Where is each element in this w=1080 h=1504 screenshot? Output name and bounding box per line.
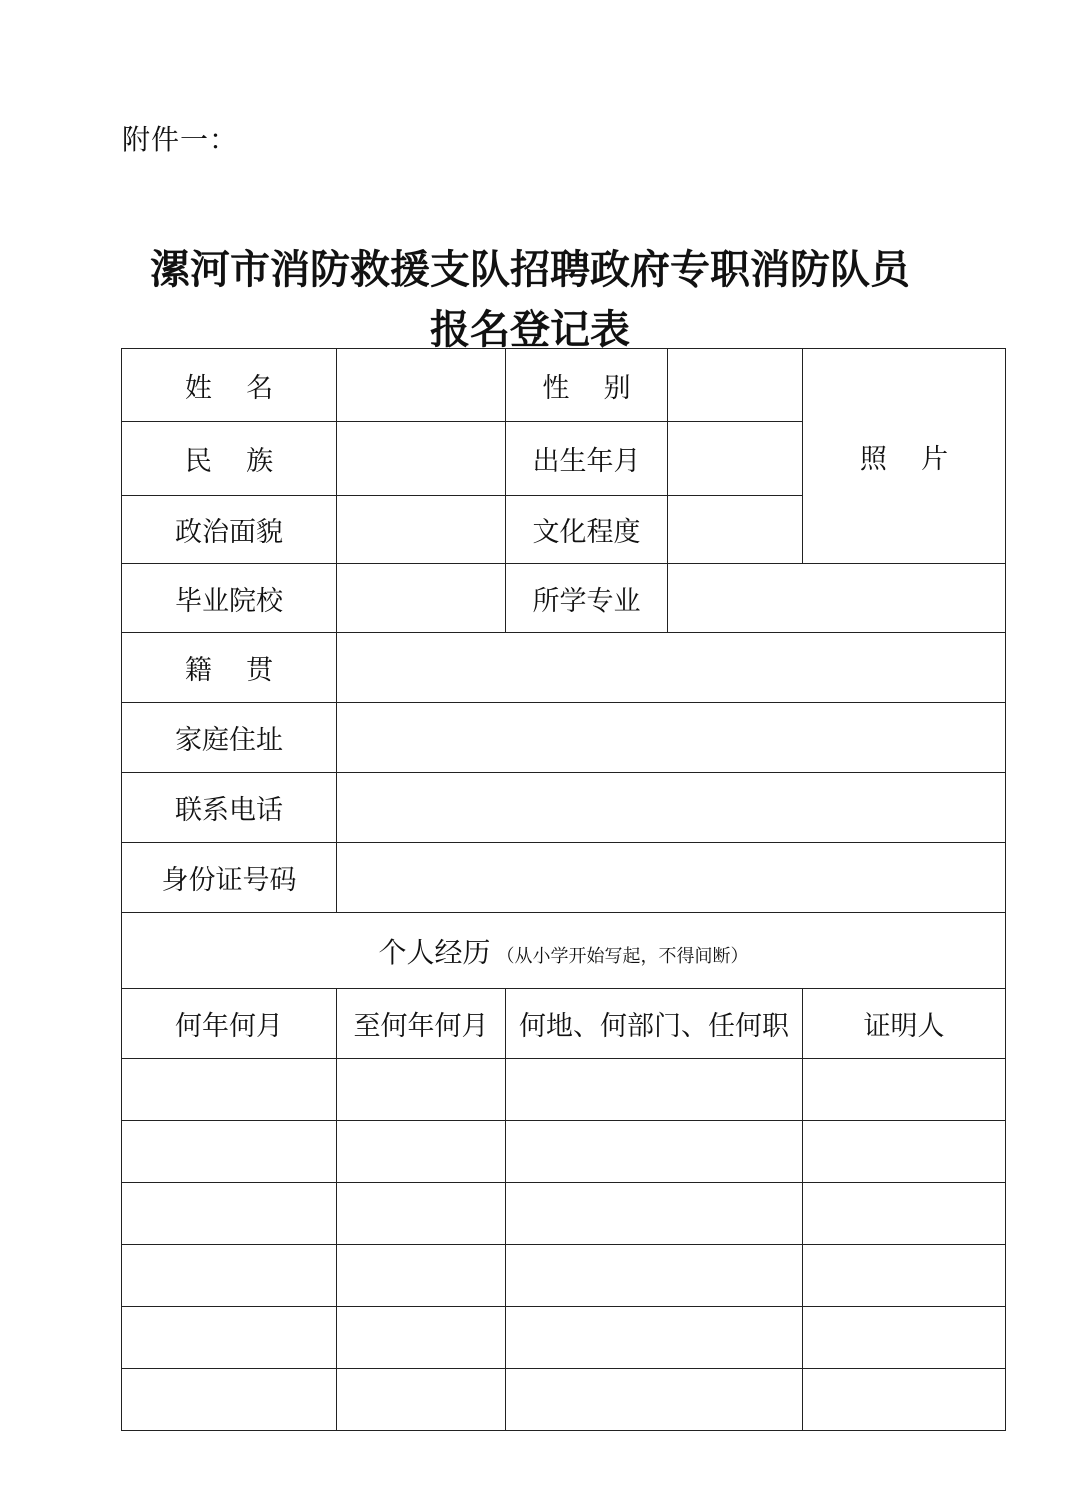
label-school: 毕业院校 bbox=[122, 564, 337, 633]
table-row bbox=[122, 349, 1006, 422]
table-row bbox=[122, 989, 1006, 1059]
witness-cell[interactable] bbox=[803, 1369, 1006, 1431]
column-header-from: 何年何月 bbox=[122, 989, 337, 1059]
experience-row bbox=[122, 1183, 1006, 1245]
label-ethnicity: 民 族 bbox=[122, 422, 337, 496]
ethnicity-field[interactable] bbox=[337, 422, 506, 496]
witness-cell[interactable] bbox=[803, 1307, 1006, 1369]
education-field[interactable] bbox=[668, 496, 803, 564]
major-field[interactable] bbox=[668, 564, 1006, 633]
witness-cell[interactable] bbox=[803, 1059, 1006, 1121]
birth-field[interactable] bbox=[668, 422, 803, 496]
to-cell[interactable] bbox=[337, 1183, 506, 1245]
id-number-field[interactable] bbox=[337, 843, 1006, 913]
photo-box[interactable]: 照 片 bbox=[803, 349, 1006, 564]
place-cell[interactable] bbox=[506, 1121, 803, 1183]
school-field[interactable] bbox=[337, 564, 506, 633]
native-place-field[interactable] bbox=[337, 633, 1006, 703]
phone-field[interactable] bbox=[337, 773, 1006, 843]
experience-title: 个人经历 bbox=[378, 935, 491, 969]
label-native-place: 籍 贯 bbox=[122, 633, 337, 703]
witness-cell[interactable] bbox=[803, 1183, 1006, 1245]
experience-row bbox=[122, 1245, 1006, 1307]
to-cell[interactable] bbox=[337, 1059, 506, 1121]
address-field[interactable] bbox=[337, 703, 1006, 773]
place-cell[interactable] bbox=[506, 1307, 803, 1369]
table-row bbox=[122, 773, 1006, 843]
table-row bbox=[122, 564, 1006, 633]
table-row bbox=[122, 913, 1006, 989]
column-header-witness: 证明人 bbox=[803, 989, 1006, 1059]
experience-row bbox=[122, 1121, 1006, 1183]
gender-field[interactable] bbox=[668, 349, 803, 422]
column-header-to: 至何年何月 bbox=[337, 989, 506, 1059]
political-field[interactable] bbox=[337, 496, 506, 564]
from-cell[interactable] bbox=[122, 1245, 337, 1307]
witness-cell[interactable] bbox=[803, 1245, 1006, 1307]
from-cell[interactable] bbox=[122, 1183, 337, 1245]
attachment-label: 附件一： bbox=[122, 123, 239, 156]
to-cell[interactable] bbox=[337, 1307, 506, 1369]
label-phone: 联系电话 bbox=[122, 773, 337, 843]
from-cell[interactable] bbox=[122, 1121, 337, 1183]
witness-cell[interactable] bbox=[803, 1121, 1006, 1183]
to-cell[interactable] bbox=[337, 1369, 506, 1431]
experience-note: （从小学开始写起，不得间断） bbox=[496, 945, 749, 967]
label-education: 文化程度 bbox=[506, 496, 668, 564]
place-cell[interactable] bbox=[506, 1059, 803, 1121]
from-cell[interactable] bbox=[122, 1307, 337, 1369]
to-cell[interactable] bbox=[337, 1121, 506, 1183]
label-birth: 出生年月 bbox=[506, 422, 668, 496]
label-id-number: 身份证号码 bbox=[122, 843, 337, 913]
place-cell[interactable] bbox=[506, 1245, 803, 1307]
registration-table bbox=[121, 348, 1006, 1431]
to-cell[interactable] bbox=[337, 1245, 506, 1307]
table-row bbox=[122, 843, 1006, 913]
label-address: 家庭住址 bbox=[122, 703, 337, 773]
label-political: 政治面貌 bbox=[122, 496, 337, 564]
from-cell[interactable] bbox=[122, 1059, 337, 1121]
experience-row bbox=[122, 1059, 1006, 1121]
name-field[interactable] bbox=[337, 349, 506, 422]
label-gender: 性 别 bbox=[506, 349, 668, 422]
label-name: 姓 名 bbox=[122, 349, 337, 422]
place-cell[interactable] bbox=[506, 1369, 803, 1431]
form-title: 漯河市消防救援支队招聘政府专职消防队员 bbox=[150, 246, 910, 293]
table-row bbox=[122, 703, 1006, 773]
experience-row bbox=[122, 1369, 1006, 1431]
experience-header bbox=[122, 913, 1006, 989]
form-subtitle: 报名登记表 bbox=[430, 306, 630, 353]
place-cell[interactable] bbox=[506, 1183, 803, 1245]
from-cell[interactable] bbox=[122, 1369, 337, 1431]
label-major: 所学专业 bbox=[506, 564, 668, 633]
table-row bbox=[122, 633, 1006, 703]
column-header-place: 何地、何部门、任何职 bbox=[506, 989, 803, 1059]
experience-row bbox=[122, 1307, 1006, 1369]
